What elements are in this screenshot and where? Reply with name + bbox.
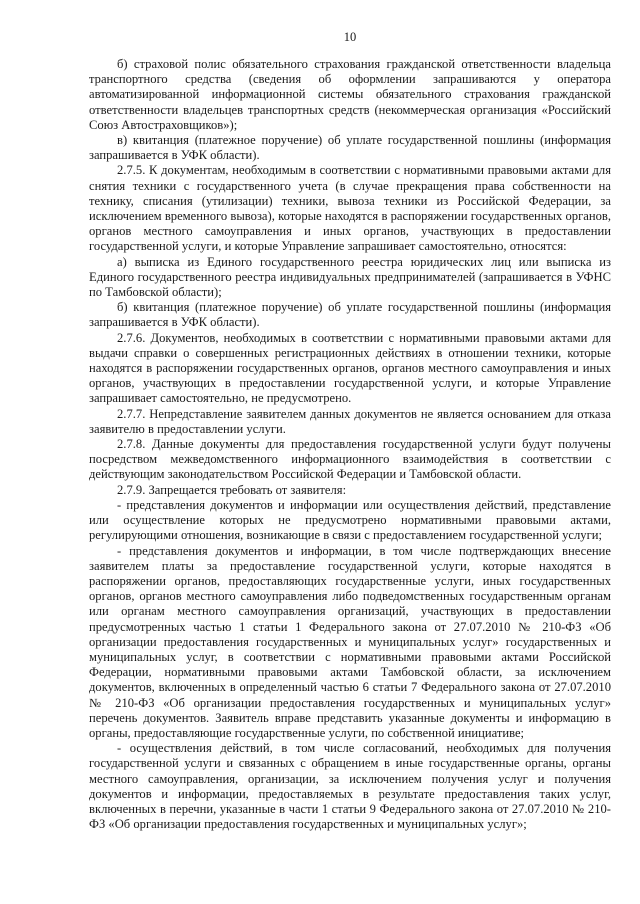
paragraph-duty-receipt-deregistration: б) квитанция (платежное поручение) об уплате государственной пошлины (информация запрашивается в УФК области). bbox=[89, 300, 611, 330]
paragraph-2-7-5: 2.7.5. К документам, необходимым в соответствии с нормативными правовыми актами для снятия техники с государственного учета (в случае прекращения права собственности на технику, списания (утилизации) техники, вывоза техники из Российской Федерации, за исключением временного вывоза), которые находятся в распоряжении государственных органов, органов местного самоуправления и иных органов, участвующих в предоставлении государственной услуги, и которые Управление запрашивает самостоятельно, относятся: bbox=[89, 163, 611, 254]
paragraph-duty-receipt-registration: в) квитанция (платежное поручение) об уплате государственной пошлины (информация запрашивается в УФК области). bbox=[89, 133, 611, 163]
paragraph-insurance-policy: б) страховой полис обязательного страхования гражданской ответственности владельца транспортного средства (сведения об оформлении запрашиваются у оператора автоматизированной информационной системы обязательного страхования гражданской ответственности владельцев транспортных средств (некоммерческая организация «Российский Союз Автостраховщиков»); bbox=[89, 57, 611, 132]
paragraph-2-7-8: 2.7.8. Данные документы для предоставления государственной услуги будут получены посредством межведомственного информационного взаимодействия в соответствии с действующим законодательством Российской Федерации и Тамбовской области. bbox=[89, 437, 611, 482]
list-item-prohibited-information: - представления документов и информации, в том числе подтверждающих внесение заявителем платы за предоставление государственной услуги, которые находятся в распоряжении органов, предоставляющих государственные услуги, иных государственных органов, органов местного самоуправления либо подведомственных государственным органам или органам местного самоуправления организаций, участвующих в предоставлении предусмотренных частью 1 статьи 1 Федерального закона от 27.07.2010 № 210-ФЗ «Об организации предоставления государственных и муниципальных услуг» государственных и муниципальных услуг, в соответствии с нормативными правовыми актами Российской Федерации, нормативными правовыми актами Тамбовской области, за исключением документов, включенных в определенный частью 6 статьи 7 Федерального закона от 27.07.2010 № 210-ФЗ «Об организации предоставления государственных и муниципальных услуг» перечень документов. Заявитель вправе представить указанные документы и информацию в органы, предоставляющие государственные услуги, по собственной инициативе; bbox=[89, 543, 611, 740]
paragraph-2-7-9: 2.7.9. Запрещается требовать от заявителя: bbox=[117, 482, 347, 497]
paragraph-2-7-6: 2.7.6. Документов, необходимых в соответствии с нормативными правовыми актами для выдачи справки о совершенных регистрационных действиях в отношении техники, которые находятся в распоряжении государственных органов, органов местного самоуправления и иных органов, участвующих в предоставлении государственной услуги, и которые Управление запрашивает самостоятельно, не предусмотрено. bbox=[89, 330, 611, 406]
document-page bbox=[89, 0, 611, 904]
paragraph-2-7-7: 2.7.7. Непредставление заявителем данных документов не является основанием для отказа заявителю в предоставлении услуги. bbox=[89, 406, 611, 436]
list-item-prohibited-actions: - осуществления действий, в том числе согласований, необходимых для получения государственной услуги и связанных с обращением в иные государственные органы, органы местного самоуправления, организации, за исключением получения услуг и получения документов и информации, предоставляемых в результате предоставления таких услуг, включенных в перечни, указанные в части 1 статьи 9 Федерального закона от 27.07.2010 № 210-ФЗ «Об организации предоставления государственных и муниципальных услуг»; bbox=[89, 741, 611, 832]
list-item-prohibited-documents: - представления документов и информации или осуществления действий, представление или осуществление которых не предусмотрено нормативными правовыми актами, регулирующими отношения, возникающие в связи с предоставлением государственной услуги; bbox=[89, 497, 611, 543]
paragraph-registry-extract: а) выписка из Единого государственного реестра юридических лиц или выписка из Единого государственного реестра индивидуальных предпринимателей (запрашивается в УФНС по Тамбовской области); bbox=[89, 254, 611, 300]
document-body bbox=[89, 57, 611, 832]
page-number: 10 bbox=[343, 30, 357, 44]
